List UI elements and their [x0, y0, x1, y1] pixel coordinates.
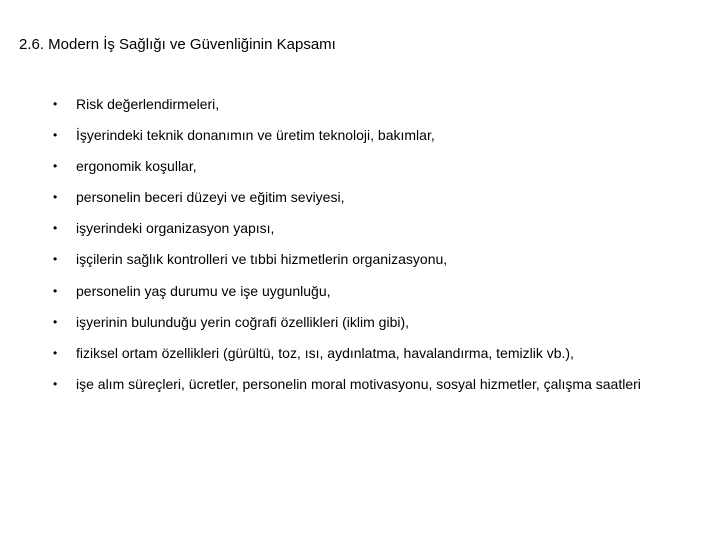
list-item-text: personelin beceri düzeyi ve eğitim seviyesi,: [76, 189, 345, 206]
bullet-icon: •: [53, 221, 58, 236]
list-item-text: ergonomik koşullar,: [76, 158, 197, 175]
bullet-icon: •: [53, 159, 58, 174]
list-item: [0, 156, 720, 187]
bullet-icon: •: [53, 345, 58, 360]
list-item: [0, 125, 720, 156]
list-item: [0, 343, 720, 374]
bullet-icon: •: [53, 283, 58, 298]
list-item-text: işe alım süreçleri, ücretler, personelin moral motivasyonu, sosyal hizmetler, çalışma saatleri: [76, 375, 641, 392]
list-item: [0, 187, 720, 218]
list-item: [0, 374, 720, 405]
bullet-icon: •: [53, 376, 58, 391]
bullet-icon: •: [53, 190, 58, 205]
list-item-text: fiziksel ortam özellikleri (gürültü, toz, ısı, aydınlatma, havalandırma, temizlik vb.),: [76, 344, 574, 361]
list-item: [0, 218, 720, 249]
list-item: [0, 94, 720, 125]
list-item-text: işçilerin sağlık kontrolleri ve tıbbi hizmetlerin organizasyonu,: [76, 251, 448, 268]
list-item-text: personelin yaş durumu ve işe uygunluğu,: [76, 282, 331, 299]
list-item: [0, 312, 720, 343]
list-item-text: işyerinin bulunduğu yerin coğrafi özellikleri (iklim gibi),: [76, 313, 410, 330]
scope-bullet-list: [0, 94, 720, 405]
bullet-icon: •: [53, 97, 58, 111]
bullet-icon: •: [53, 252, 58, 267]
list-item: [0, 281, 720, 312]
list-item-text: Risk değerlendirmeleri,: [76, 96, 220, 112]
list-item-text: işyerindeki organizasyon yapısı,: [76, 220, 275, 237]
slide-title: 2.6. Modern İş Sağlığı ve Güvenliğinin Kapsamı: [19, 36, 336, 53]
list-item: [0, 249, 720, 280]
list-item-text: İşyerindeki teknik donanımın ve üretim teknoloji, bakımlar,: [76, 127, 435, 144]
bullet-icon: •: [53, 314, 58, 329]
bullet-icon: •: [53, 128, 58, 143]
